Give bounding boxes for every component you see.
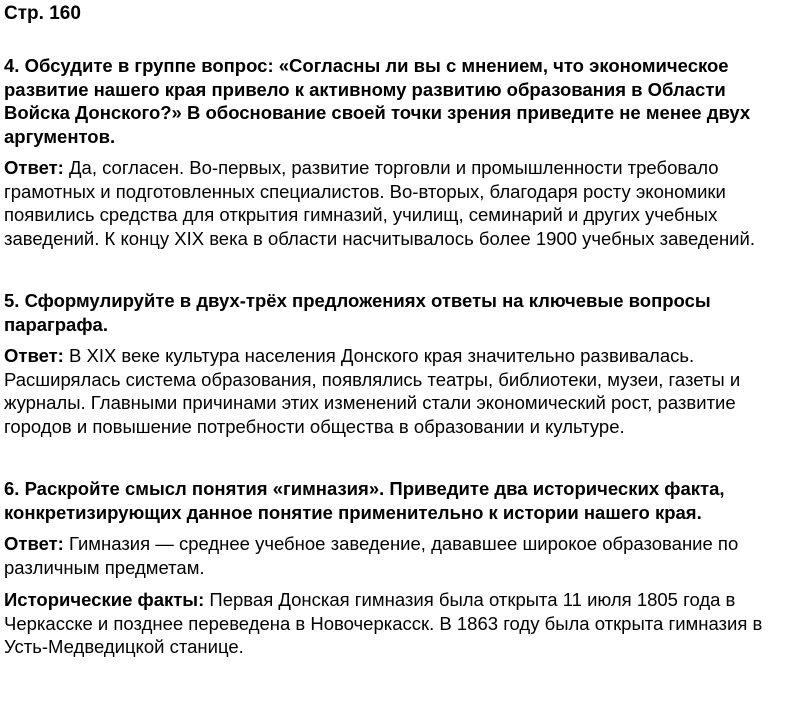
- section-4: [4, 54, 796, 250]
- answer-text: Да, согласен. Во-первых, развитие торговли и промышленности требовало грамотных и подготовленных специалистов. Во-вторых, благодаря росту экономики появились средства для открытия гимназий, училищ, семинарий и других учебных заведений. К концу XIX века в области насчитывалось более 1900 учебных заведений.: [4, 157, 755, 249]
- answer-label: Ответ:: [4, 533, 64, 554]
- page-number: Стр. 160: [4, 3, 81, 24]
- answer-6: [4, 532, 796, 579]
- question-5: 5. Сформулируйте в двух-трёх предложениях ответы на ключевые вопросы параграфа.: [4, 290, 711, 335]
- answer-text: Гимназия — среднее учебное заведение, дававшее широкое образование по различным предметам.: [4, 533, 739, 578]
- facts-label: Исторические факты:: [4, 589, 205, 610]
- answer-text: В XIX веке культура населения Донского края значительно развивалась. Расширялась система образования, появлялись театры, библиотеки, музеи, газеты и журналы. Главными причинами этих изменений стали экономический рост, развитие городов и повышение потребности общества в образовании и культуре.: [4, 345, 741, 437]
- question-4: 4. Обсудите в группе вопрос: «Согласны ли вы с мнением, что экономическое развитие нашего края привело к активному развитию образования в Области Войска Донского?» В обоснование своей точки зрения приведите не менее двух аргументов.: [4, 55, 751, 147]
- answer-4: [4, 156, 796, 250]
- answer-5: [4, 344, 796, 438]
- answer-label: Ответ:: [4, 345, 64, 366]
- section-6: [4, 477, 796, 659]
- document-page: [4, 2, 796, 659]
- historical-facts: [4, 588, 796, 659]
- facts-text: Первая Донская гимназия была открыта 11 июля 1805 года в Черкасске и позднее переведена в Новочеркасск. В 1863 году была открыта гимназия в Усть-Медведицкой станице.: [4, 589, 763, 657]
- section-5: [4, 289, 796, 438]
- question-6: 6. Раскройте смысл понятия «гимназия». Приведите два исторических факта, конкретизирующих данное понятие применительно к истории нашего края.: [4, 478, 725, 523]
- answer-label: Ответ:: [4, 157, 64, 178]
